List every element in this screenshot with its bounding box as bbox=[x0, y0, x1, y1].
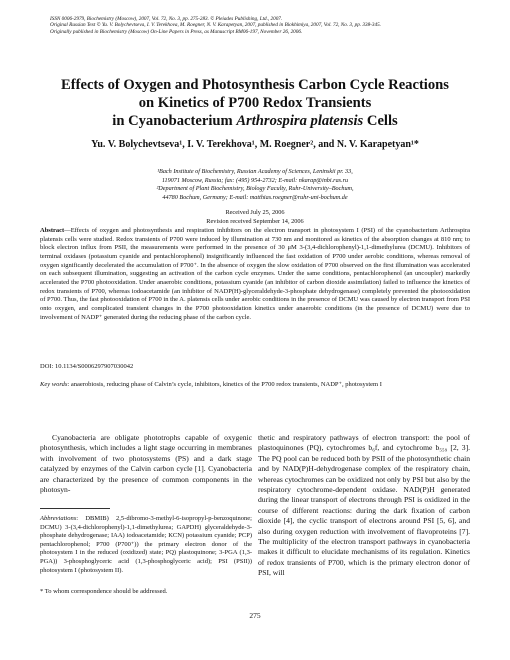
title-species: Arthrospira platensis bbox=[236, 113, 364, 129]
author-list: Yu. V. Bolychevtseva¹, I. V. Terekhova¹, M. Roegner², and N. V. Karapetyan¹* bbox=[91, 139, 419, 150]
abbreviations-label: Abbreviations bbox=[40, 515, 77, 522]
keywords-label: Key words bbox=[40, 381, 68, 388]
doi: DOI: 10.1134/S0006297907030042 bbox=[40, 363, 134, 370]
header-line-2: Original Russian Text © Yu. V. Bolychevtseva, I. V. Terekhova, M. Roegner, N. V. Karapetyan, 2007, published in Biokhimiya, 2007, Vol. 72, No. 3, pp. 338-345. bbox=[50, 22, 381, 29]
affiliation-1-line-2: 119071 Moscow, Russia; fax: (495) 954-2732; E-mail: nkarap@inbi.ras.ru bbox=[161, 176, 349, 184]
abbreviations-text: : DBMIB) 2,5-dibromo-3-methyl-6-isopropyl-p-benzoquinone; DCMU) 3-(3,4-dichlorophenyl)-1,1-dimethylurea; GAPDH) glyceraldehyde-3-phosphate dehydrogenase; IAA) iodoacetamide; KCN) potassium cyanide; PCP) pentachlorophenol; P700 (P700⁺)) the primary electron donor of the photosystem I in the reduced (oxidized) state; PQ) plastoquinone; 3-PGA (1,3-PGA)) 3-phosphoglyceric acid (1,3-phosphoglyceric acid); PSI (PSII)) photosystem I (photosystem II). bbox=[40, 515, 252, 574]
footnote-divider bbox=[40, 508, 110, 509]
keywords-text: : anaerobiosis, reducing phase of Calvin’s cycle, inhibitors, kinetics of the P700 redox transients, NADP⁺, photosystem I bbox=[67, 381, 382, 388]
header-line-3: Originally published in Biochemistry (Moscow) On-Line Papers in Press, as Manuscript BM06-197, November 26, 2006. bbox=[50, 28, 303, 35]
revised-date: Revision received September 14, 2006 bbox=[206, 217, 304, 225]
affiliation-1-line-1: ¹Bach Institute of Biochemistry, Russian Academy of Sciences, Leninskii pr. 33, bbox=[157, 168, 353, 175]
title-line-3 bbox=[40, 112, 470, 130]
received-date: Received July 25, 2006 bbox=[225, 209, 285, 216]
body-paragraph-right: thetic and respiratory pathways of electron transport: the pool of plastoquinones (PQ), cytochromes b₆f, and cytochrome b₅₅₉ [2, 3]. The PQ pool can be reduced both by PSII of the photosynthetic chain and by NAD(P)H-dehydrogenase complex of the respiratory chain, whereas cytochromes can be oxidized not only by PSI but also by the respiratory cytochrome-dependent oxidase. NAD(P)H generated during the linear transport of electrons through PSI is oxidized in the course of different reactions: during the dark fixation of carbon dioxide [4], the cyclic transport of electrons around PSI [5, 6], and also during oxygen reduction with involvement of flavoproteins [7]. The multiplicity of the electron transport pathways in cyanobacteria makes it difficult to elucidate mechanisms of its regulation. Kinetics of redox transients of P700, which is the primary electron donor of PSI, will bbox=[258, 433, 470, 578]
affiliations bbox=[40, 168, 470, 202]
journal-header bbox=[50, 16, 470, 35]
title-line-2: on Kinetics of P700 Redox Transients bbox=[138, 95, 372, 111]
title-line-3-end: Cells bbox=[363, 113, 398, 129]
title-line-3-start: in Cyanobacterium bbox=[112, 113, 237, 129]
submission-dates bbox=[40, 209, 470, 226]
abstract-label: Abstract bbox=[40, 227, 65, 234]
correspondence-footnote: * To whom correspondence should be addressed. bbox=[40, 588, 168, 595]
body-paragraph-left: Cyanobacteria are obligate phototrophs capable of oxygenic photosynthesis, which includes a light stage occurring in membranes with involvement of two photosystems (PS) and a dark stage catalyzed by enzymes of the Calvin carbon cycle [1]. Cyanobacteria are characterized by the presence of common components in the photosyn- bbox=[40, 433, 252, 495]
body-column-right bbox=[258, 433, 470, 579]
affiliation-2-line-1: ²Department of Plant Biochemistry, Biology Faculty, Ruhr-University–Bochum, bbox=[156, 185, 354, 193]
abbreviations-footnote bbox=[40, 515, 252, 575]
abstract bbox=[40, 227, 470, 322]
header-line-1: ISSN 0006-2979, Biochemistry (Moscow), 2007, Vol. 72, No. 3, pp. 275-283. © Pleiades Publishing, Ltd., 2007. bbox=[50, 16, 283, 22]
keywords bbox=[40, 381, 470, 390]
title-line-1: Effects of Oxygen and Photosynthesis Carbon Cycle Reactions bbox=[61, 77, 449, 93]
article-title bbox=[40, 76, 470, 130]
body-column-left bbox=[40, 433, 252, 495]
page-number: 275 bbox=[249, 611, 261, 620]
abstract-text: —Effects of oxygen and photosynthesis and respiration inhibitors on the electron transport in photosystem I (PSI) of the cyanobacterium Arthrospira platensis cells were studied. Redox transients of P700 were induced by illumination at 730 nm and monitored as kinetics of the absorption changes at 810 nm; to block electron influx from PSII, the measurements were performed in the presence of 30 μM 3-(3,4-dichlorophenyl)-1,1-dimethylurea (DCMU). Inhibitors of terminal oxidases (potassium cyanide and pentachlorophenol) insignificantly influenced the fast oxidation of P700 under aerobic conditions, whereas removal of oxygen significantly decelerated the accumulation of P700⁺. In the absence of oxygen the slow oxidation of P700 observed on the first illumination was accelerated on each subsequent illumination, suggesting an activation of the carbon cycle enzymes. Under the same conditions, pentachlorophenol (an uncoupler) markedly accelerated the P700 photooxidation. Under anaerobic conditions, potassium cyanide (an inhibitor of carbon dioxide assimilation) failed to influence the kinetics of redox transients of P700, whereas iodoacetamide (an inhibitor of NADP(H)-glyceraldehyde-3-phosphate dehydrogenase) completely prevented the photooxidation of P700. Thus, the fast photooxidation of P700 in the A. platensis cells under aerobic conditions in the presence of DCMU was caused by electron transport from PSI onto oxygen, and complicated transient changes in the P700 photooxidation kinetics under anaerobic conditions (in the presence of DCMU) were due to involvement of NADP⁺ generated during the reducing phase of the carbon cycle. bbox=[40, 227, 470, 321]
affiliation-2-line-2: 44780 Bochum, Germany; E-mail: matthias.roegner@ruhr-uni-bochum.de bbox=[162, 193, 348, 201]
